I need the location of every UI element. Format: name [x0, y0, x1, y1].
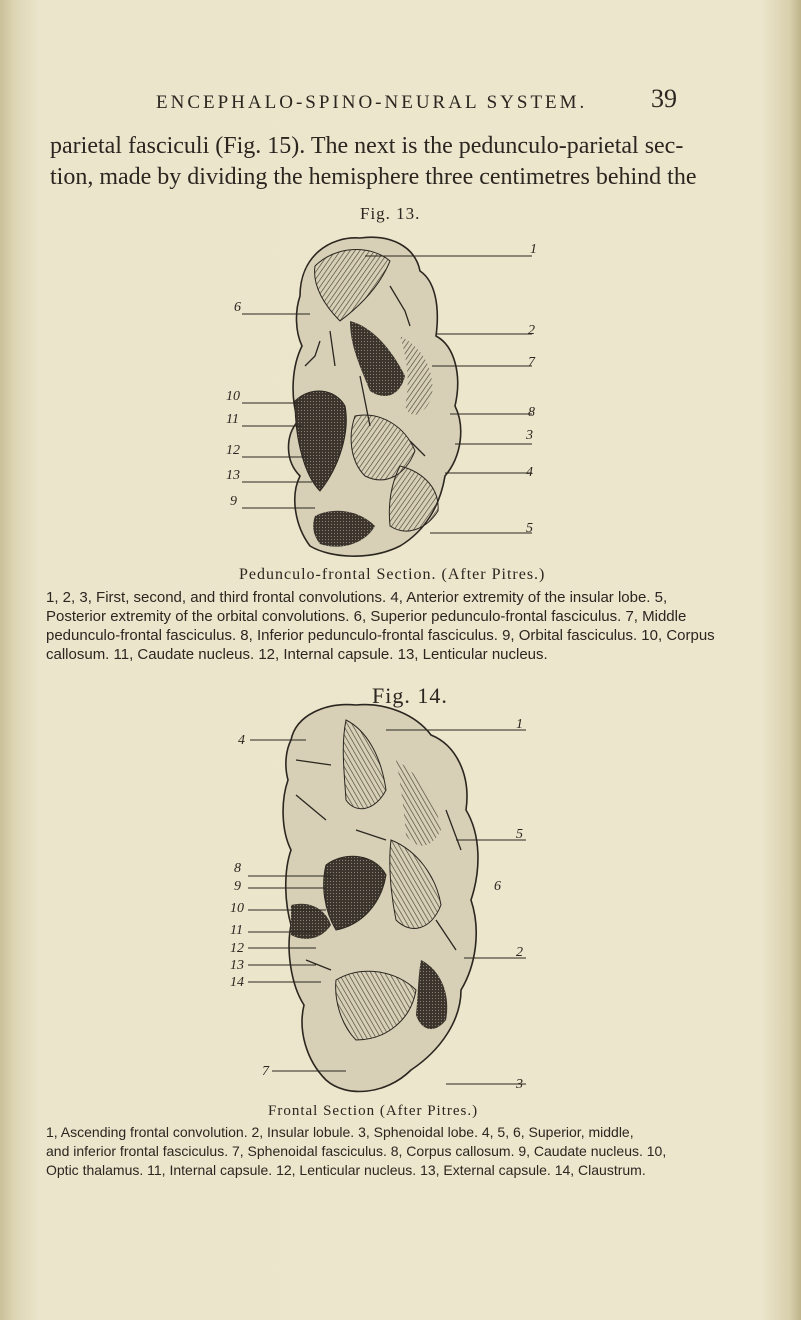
fig14-num-left-6: 12: [230, 941, 244, 956]
fig13-num-left-2: 10: [226, 389, 240, 404]
fig13-num-right-5: 3: [526, 428, 533, 443]
fig13-num-right-1: 1: [530, 242, 537, 257]
figure-13-caption-title: Pedunculo-frontal Section. (After Pitres.): [239, 566, 546, 583]
fig13-num-left-5: 13: [226, 468, 240, 483]
fig13-num-right-6: 4: [526, 465, 533, 480]
figure-13-illustration: [226, 226, 540, 566]
fig14-num-left-3: 9: [234, 879, 241, 894]
body-line-1: parietal fasciculi (Fig. 15). The next is the pedunculo-parietal sec-: [50, 133, 684, 159]
fig13-num-right-7: 5: [526, 521, 533, 536]
page-header: [0, 84, 801, 124]
figure-13-caption: [46, 588, 760, 664]
running-head: ENCEPHALO-SPINO-NEURAL SYSTEM.: [156, 92, 588, 113]
fig13-num-right-2: 2: [528, 323, 535, 338]
figure-14-caption-title: Frontal Section (After Pitres.): [268, 1103, 479, 1119]
caption-line: Posterior extremity of the orbital convolutions. 6, Superior pedunculo-frontal fasciculus. 7, Middle: [46, 608, 687, 625]
fig13-num-left-4: 12: [226, 443, 240, 458]
fig14-num-left-2: 8: [234, 861, 241, 876]
page-number: 39: [651, 84, 677, 113]
caption-line: callosum. 11, Caudate nucleus. 12, Internal capsule. 13, Lenticular nucleus.: [46, 646, 548, 663]
fig14-num-right-2: 5: [516, 827, 523, 842]
fig14-num-left-5: 11: [230, 923, 243, 938]
figure-14-caption: [46, 1123, 762, 1180]
caption-line: Optic thalamus. 11, Internal capsule. 12, Lenticular nucleus. 13, External capsule. 14, Claustrum.: [46, 1162, 646, 1178]
caption-line: 1, Ascending frontal convolution. 2, Insular lobule. 3, Sphenoidal lobe. 4, 5, 6, Superior, middle,: [46, 1124, 634, 1140]
fig14-num-left-4: 10: [230, 901, 244, 916]
figure-14-illustration: [230, 700, 526, 1100]
fig14-num-right-1: 1: [516, 717, 523, 732]
fig13-num-left-3: 11: [226, 412, 239, 427]
fig13-num-left-1: 6: [234, 300, 241, 315]
fig13-num-right-3: 7: [528, 355, 535, 370]
fig14-num-right-4: 2: [516, 945, 523, 960]
fig14-num-left-9: 7: [262, 1064, 269, 1079]
caption-line: and inferior frontal fasciculus. 7, Sphenoidal fasciculus. 8, Corpus callosum. 9, Caudate nucleus. 10,: [46, 1143, 667, 1159]
caption-line: 1, 2, 3, First, second, and third frontal convolutions. 4, Anterior extremity of the insular lobe. 5,: [46, 589, 668, 606]
fig14-num-right-3: 6: [494, 879, 501, 894]
body-line-2: tion, made by dividing the hemisphere three centimetres behind the: [50, 164, 697, 190]
fig14-num-left-7: 13: [230, 958, 244, 973]
fig13-num-right-4: 8: [528, 405, 535, 420]
fig14-num-right-5: 3: [516, 1077, 523, 1092]
caption-line: pedunculo-frontal fasciculus. 8, Inferior pedunculo-frontal fasciculus. 9, Orbital fasciculus. 10, Corpus: [46, 627, 715, 644]
body-paragraph: [50, 131, 760, 193]
figure-13-label: Fig. 13.: [360, 204, 421, 223]
fig14-num-left-8: 14: [230, 975, 244, 990]
fig14-num-left-1: 4: [238, 733, 245, 748]
fig13-num-left-6: 9: [230, 494, 237, 509]
figure-14-label: Fig. 14.: [372, 683, 448, 708]
